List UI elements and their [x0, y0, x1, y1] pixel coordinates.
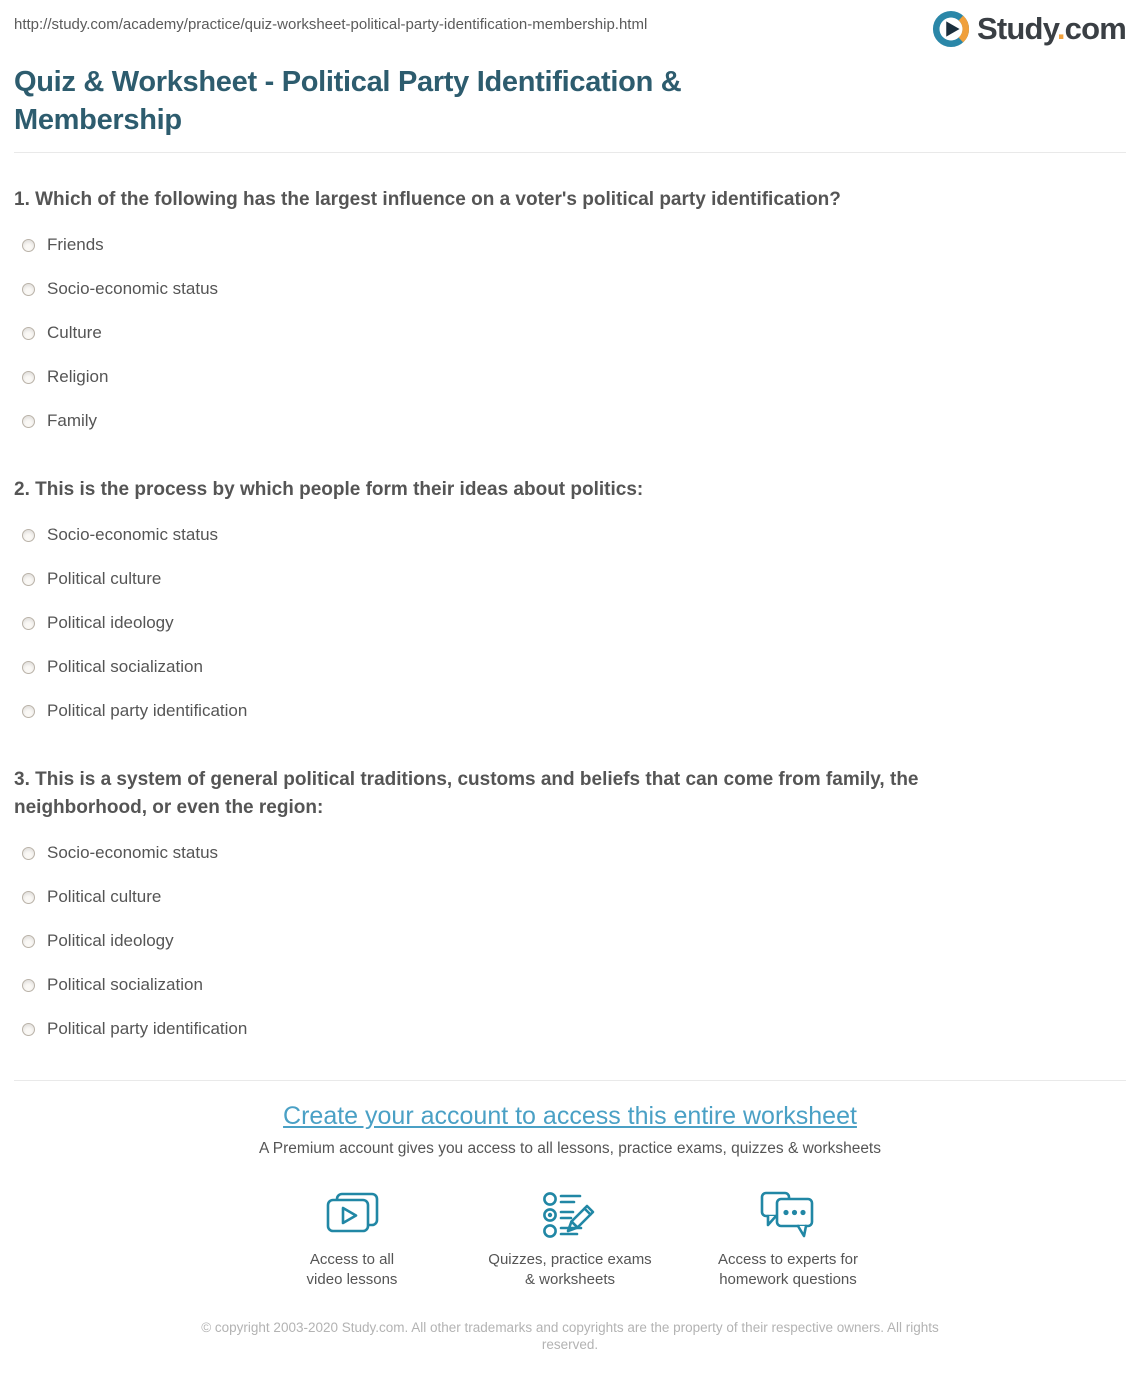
option-row: [14, 689, 1126, 733]
radio-button[interactable]: [22, 661, 35, 674]
radio-button[interactable]: [22, 979, 35, 992]
option-row: [14, 1007, 1126, 1051]
option-label[interactable]: Political ideology: [47, 613, 174, 632]
question-1: [14, 186, 1126, 443]
option-label[interactable]: Political socialization: [47, 975, 203, 994]
option-label[interactable]: Political party identification: [47, 701, 248, 720]
feature-quizzes-worksheets: [461, 1187, 679, 1290]
option-row: [14, 831, 1126, 875]
option-label[interactable]: Socio-economic status: [47, 525, 219, 544]
radio-button[interactable]: [22, 415, 35, 428]
radio-button[interactable]: [22, 617, 35, 630]
option-label[interactable]: Political party identification: [47, 1019, 248, 1038]
quizzes-worksheets-icon: [540, 1187, 600, 1241]
option-label[interactable]: Friends: [47, 235, 104, 254]
radio-button[interactable]: [22, 705, 35, 718]
feature-video-lessons: [243, 1187, 461, 1290]
feature-homework-experts: [679, 1187, 897, 1290]
radio-button[interactable]: [22, 891, 35, 904]
radio-button[interactable]: [22, 283, 35, 296]
option-row: [14, 601, 1126, 645]
option-label[interactable]: Political socialization: [47, 657, 203, 676]
copyright-notice: © copyright 2003-2020 Study.com. All other trademarks and copyrights are the property of their respective owners. All rights reserved.: [201, 1320, 939, 1352]
option-label[interactable]: Political culture: [47, 887, 162, 906]
question-2-options: [14, 513, 1126, 733]
logo-wordmark: Study.com: [977, 11, 1126, 46]
radio-button[interactable]: [22, 327, 35, 340]
option-row: [14, 223, 1126, 267]
option-label[interactable]: Religion: [47, 367, 109, 386]
create-account-link[interactable]: Create your account to access this entire worksheet: [283, 1102, 857, 1130]
question-3-options: [14, 831, 1126, 1051]
radio-button[interactable]: [22, 573, 35, 586]
feature-label: Quizzes, practice exams & worksheets: [488, 1251, 652, 1288]
option-row: [14, 919, 1126, 963]
radio-button[interactable]: [22, 935, 35, 948]
option-row: [14, 355, 1126, 399]
option-label[interactable]: Socio-economic status: [47, 279, 219, 298]
page-title: Quiz & Worksheet - Political Party Identification & Membership: [14, 66, 682, 136]
option-label[interactable]: Political culture: [47, 569, 162, 588]
option-row: [14, 557, 1126, 601]
video-lessons-icon: [322, 1187, 382, 1241]
question-3: [14, 766, 1126, 1051]
option-label[interactable]: Political ideology: [47, 931, 174, 950]
question-2-heading: 2. This is the process by which people form their ideas about politics:: [14, 479, 644, 500]
feature-label: Access to all video lessons: [306, 1251, 398, 1288]
question-1-heading: 1. Which of the following has the largest influence on a voter's political party identification?: [14, 189, 841, 210]
option-row: [14, 513, 1126, 557]
option-row: [14, 875, 1126, 919]
feature-list: [14, 1187, 1126, 1290]
studycom-logo[interactable]: [932, 10, 1126, 48]
radio-button[interactable]: [22, 371, 35, 384]
radio-button[interactable]: [22, 239, 35, 252]
signup-section: [14, 1081, 1126, 1353]
option-row: [14, 645, 1126, 689]
question-3-heading: 3. This is a system of general political traditions, customs and beliefs that can come from family, the neighborhood, or even the region:: [14, 769, 919, 818]
play-circle-logo-icon: [932, 10, 970, 48]
question-1-options: [14, 223, 1126, 443]
feature-label: Access to experts for homework questions: [717, 1251, 859, 1288]
radio-button[interactable]: [22, 847, 35, 860]
title-divider: [14, 152, 1126, 153]
option-label[interactable]: Socio-economic status: [47, 843, 219, 862]
question-2: [14, 476, 1126, 733]
option-row: [14, 963, 1126, 1007]
option-label[interactable]: Culture: [47, 323, 102, 342]
option-row: [14, 311, 1126, 355]
chat-experts-icon: [758, 1187, 818, 1241]
option-row: [14, 399, 1126, 443]
radio-button[interactable]: [22, 529, 35, 542]
page-url: http://study.com/academy/practice/quiz-worksheet-political-party-identification-membership.html: [14, 16, 648, 33]
option-row: [14, 267, 1126, 311]
top-bar: [14, 0, 1126, 48]
premium-subheading: A Premium account gives you access to all lessons, practice exams, quizzes & worksheets: [259, 1140, 881, 1157]
radio-button[interactable]: [22, 1023, 35, 1036]
option-label[interactable]: Family: [47, 411, 98, 430]
